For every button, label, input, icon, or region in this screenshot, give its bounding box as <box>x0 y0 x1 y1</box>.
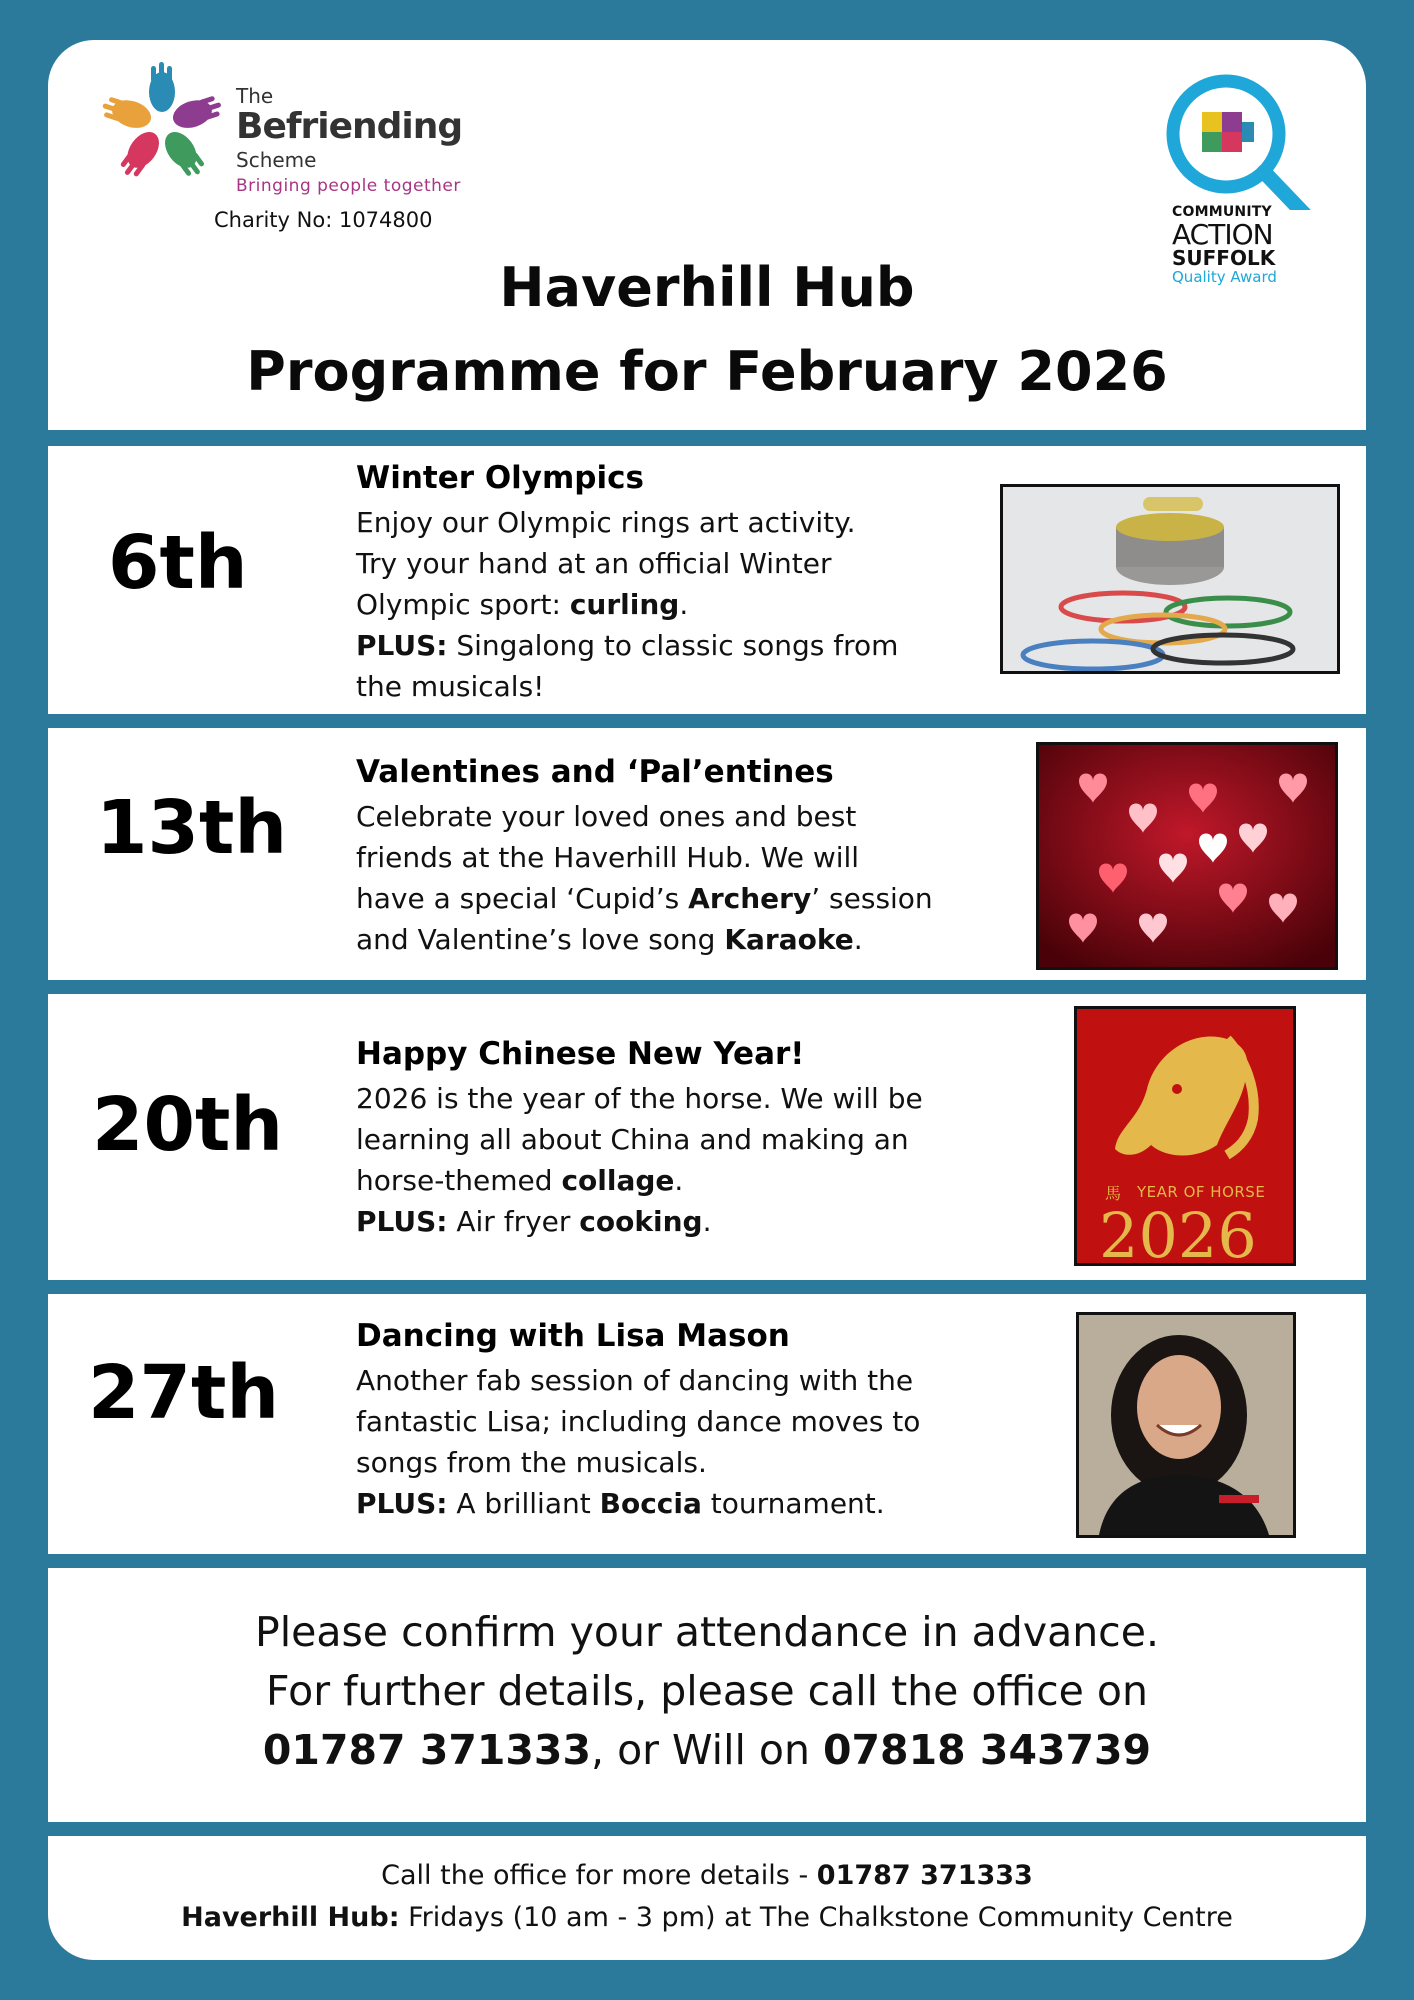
page-subtitle: Programme for February 2026 <box>246 340 1168 403</box>
logo-tagline: Bringing people together <box>236 176 461 196</box>
event-date-6th: 6th <box>108 520 248 606</box>
footer-panel <box>48 1836 1366 1960</box>
curling-stone-olympic-rings-photo <box>1000 484 1340 674</box>
befriending-scheme-logo <box>100 62 500 212</box>
charity-number: Charity No: 1074800 <box>214 208 433 232</box>
red-hearts-bokeh-photo <box>1036 742 1338 970</box>
horse-caption-char: 馬 <box>1105 1184 1122 1203</box>
year-of-horse-image <box>1074 1006 1296 1266</box>
lisa-mason-portrait-photo <box>1076 1312 1296 1538</box>
award-line-quality: Quality Award <box>1172 268 1277 286</box>
footer-phone: 01787 371333 <box>816 1860 1033 1891</box>
office-phone: 01787 371333 <box>262 1726 591 1774</box>
logo-the: The <box>236 84 274 108</box>
event-title-dancing-lisa: Dancing with Lisa Mason <box>356 1318 790 1354</box>
award-line-action: ACTION <box>1172 218 1273 251</box>
event-description-13th: Celebrate your loved ones and best friends at the Haverhill Hub. We will have a special ‘Cupid’s Archery’ session and Valentine’s love song Karaoke. <box>356 800 933 956</box>
contact-line-3: 01787 371333, or Will on 07818 343739 <box>262 1726 1152 1774</box>
horse-caption: YEAR OF HORSE <box>1137 1183 1266 1201</box>
event-title-chinese-new-year: Happy Chinese New Year! <box>356 1036 805 1072</box>
event-title-winter-olympics: Winter Olympics <box>356 460 644 496</box>
contact-line-2: For further details, please call the office on <box>266 1667 1148 1715</box>
event-date-13th: 13th <box>96 785 288 871</box>
hands-circle-icon <box>100 62 230 192</box>
magnifier-puzzle-icon <box>1160 70 1330 210</box>
award-line-community: COMMUNITY <box>1172 204 1272 220</box>
award-line-suffolk: SUFFOLK <box>1172 246 1276 270</box>
page-title: Haverhill Hub <box>499 256 915 319</box>
event-title-valentines: Valentines and ‘Pal’entines <box>356 754 834 790</box>
contact-line-1: Please confirm your attendance in advance. <box>254 1608 1159 1656</box>
event-date-27th: 27th <box>88 1350 280 1436</box>
will-phone: 07818 343739 <box>823 1726 1152 1774</box>
event-date-20th: 20th <box>92 1082 284 1168</box>
horse-head-icon <box>1077 1009 1293 1189</box>
event-description-6th: Enjoy our Olympic rings art activity. Try your hand at an official Winter Olympic sport: curling. PLUS: Singalong to classic songs from the musicals! <box>356 506 899 703</box>
logo-scheme: Scheme <box>236 148 317 172</box>
divider-strip <box>60 1280 1366 1288</box>
event-description-27th: Another fab session of dancing with the fantastic Lisa; including dance moves to songs from the musicals. PLUS: A brilliant Boccia tournament. <box>356 1364 921 1520</box>
horse-year: 2026 <box>1099 1199 1257 1266</box>
logo-name: Befriending <box>236 106 463 147</box>
event-description-20th: 2026 is the year of the horse. We will be learning all about China and making an horse-themed collage. PLUS: Air fryer cooking. <box>356 1082 923 1238</box>
footer-line-2: Haverhill Hub: Fridays (10 am - 3 pm) at The Chalkstone Community Centre <box>181 1902 1233 1933</box>
footer-line-1: Call the office for more details - 01787 371333 <box>381 1860 1033 1891</box>
